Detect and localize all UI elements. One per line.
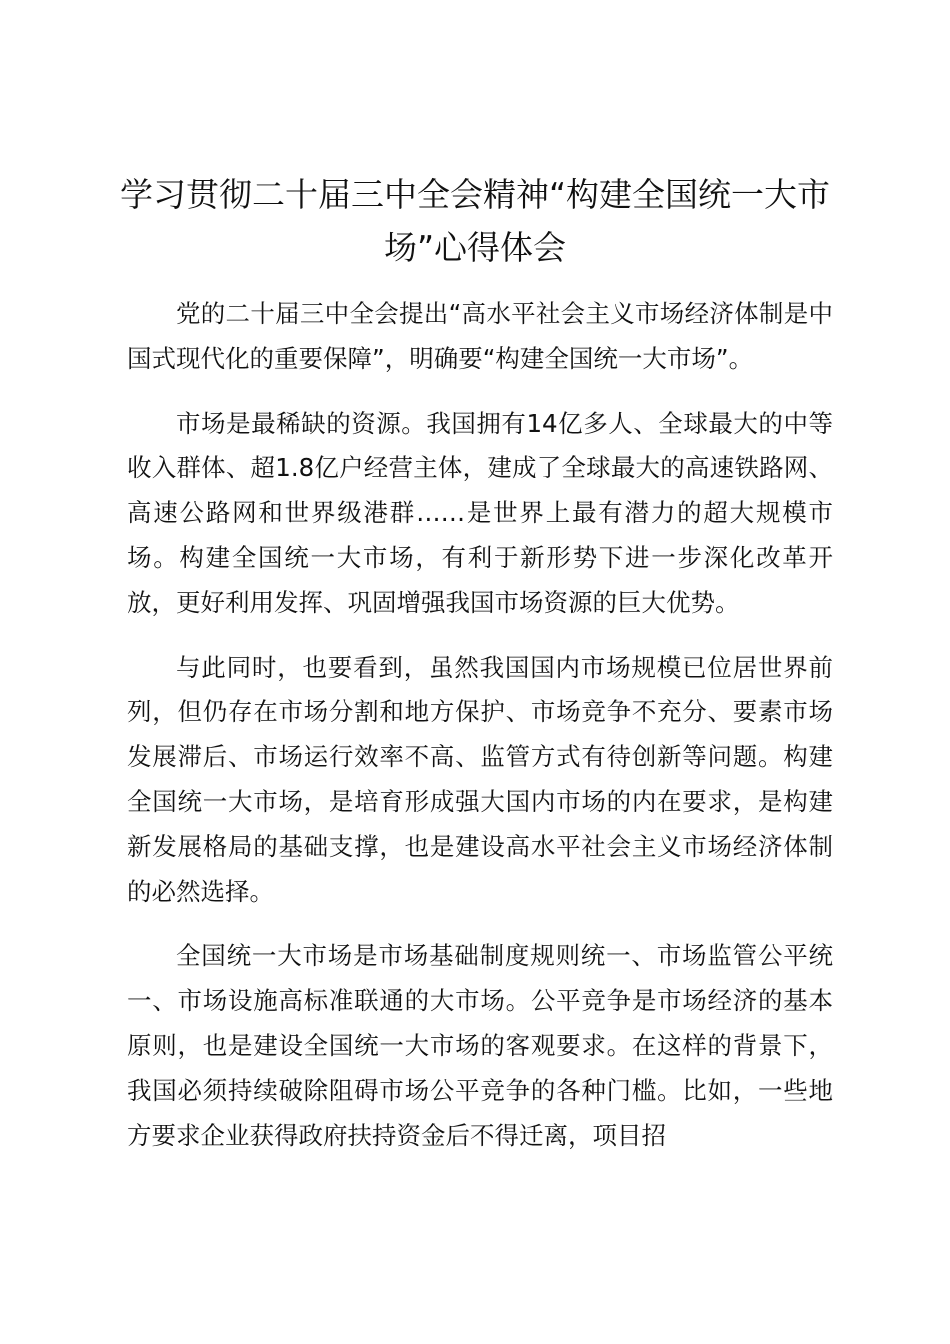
- document-title: 学习贯彻二十届三中全会精神“构建全国统一大市场”心得体会: [119, 175, 831, 267]
- paragraph-1: 党的二十届三中全会提出“高水平社会主义市场经济体制是中国式现代化的重要保障”，明确要“构建全国统一大市场”。: [127, 299, 833, 373]
- paragraph-3: 与此同时，也要看到，虽然我国国内市场规模已位居世界前列，但仍存在市场分割和地方保护、市场竞争不充分、要素市场发展滞后、市场运行效率不高、监管方式有待创新等问题。构建全国统一大市场，是培育形成强大国内市场的内在要求，是构建新发展格局的基础支撑，也是建设高水平社会主义市场经济体制的必然选择。: [127, 652, 833, 906]
- paragraph-4: 全国统一大市场是市场基础制度规则统一、市场监管公平统一、市场设施高标准联通的大市场。公平竞争是市场经济的基本原则，也是建设全国统一大市场的客观要求。在这样的背景下，我国必须持续破除阻碍市场公平竞争的各种门槛。比如，一些地方要求企业获得政府扶持资金后不得迁离，项目招: [127, 941, 833, 1150]
- paragraph-2: 市场是最稀缺的资源。我国拥有14亿多人、全球最大的中等收入群体、超1.8亿户经营主体，建成了全球最大的高速铁路网、高速公路网和世界级港群……是世界上最有潜力的超大规模市场。构建全国统一大市场，有利于新形势下进一步深化改革开放，更好利用发挥、巩固增强我国市场资源的巨大优势。: [127, 408, 833, 617]
- document-body: [127, 292, 833, 1178]
